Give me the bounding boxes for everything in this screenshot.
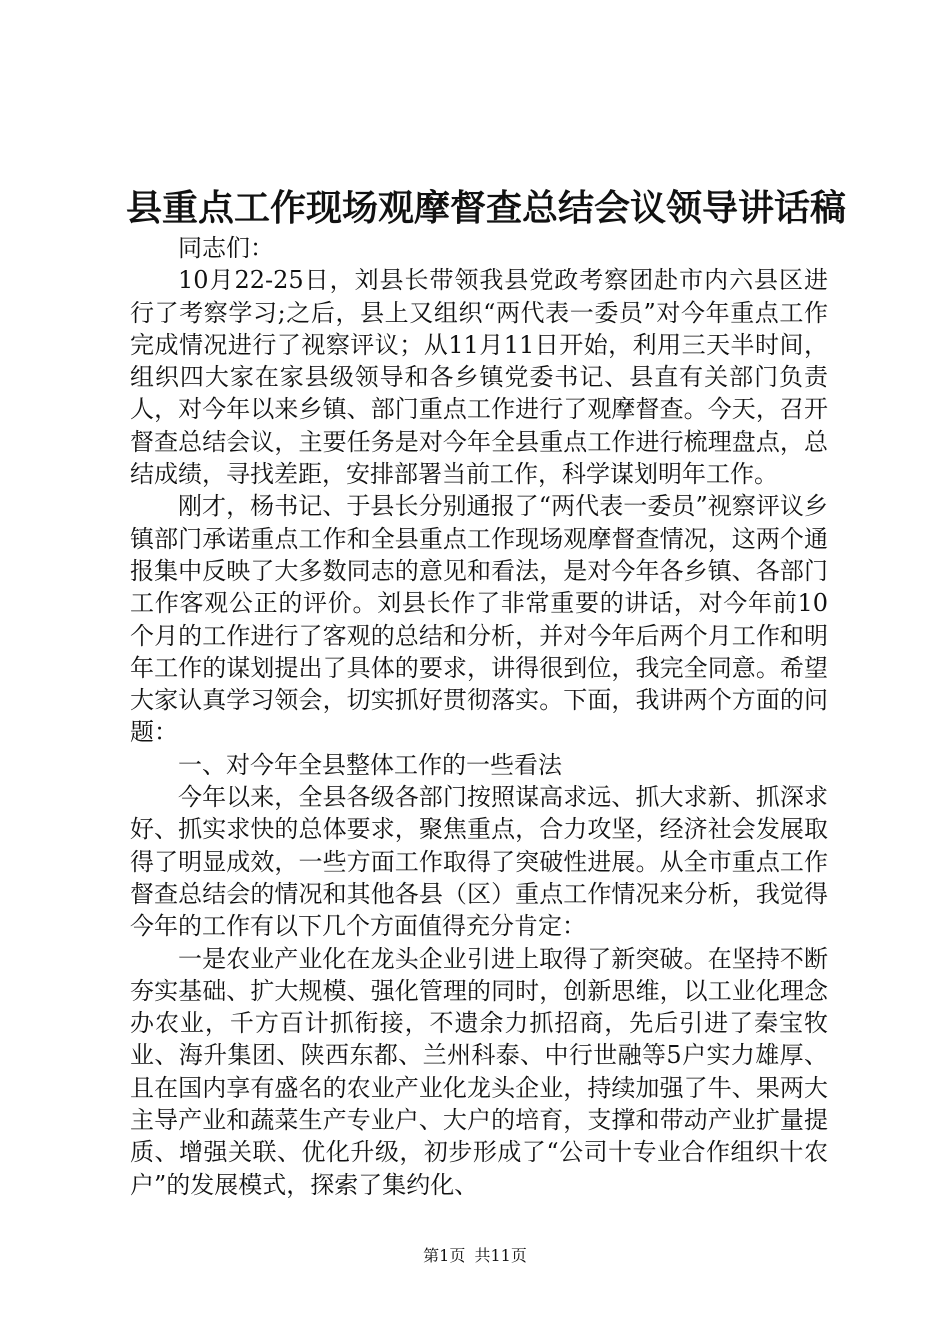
- document-title: 县重点工作现场观摩督查总结会议领导讲话稿: [126, 187, 847, 229]
- salutation: 同志们：: [178, 234, 274, 262]
- paragraph-1: 10月22-25日，刘县长带领我县党政考察团赴市内六县区进行了考察学习;之后，县上又组织“两代表一委员”对今年重点工作完成情况进行了视察评议；从11月11日开始，利用三天半时间，组织四大家在家县级领导和各乡镇党委书记、县直有关部门负责人，对今年以来乡镇、部门重点工作进行了观摩督查。今天，召开督查总结会议，主要任务是对今年全县重点工作进行梳理盘点，总结成绩，寻找差距，安排部署当前工作，科学谋划明年工作。: [130, 266, 828, 489]
- paragraph-3: 今年以来，全县各级各部门按照谋高求远、抓大求新、抓深求好、抓实求快的总体要求，聚焦重点，合力攻坚，经济社会发展取得了明显成效，一些方面工作取得了突破性进展。从全市重点工作督查总结会的情况和其他各县（区）重点工作情况来分析，我觉得今年的工作有以下几个方面值得充分肯定：: [130, 783, 828, 941]
- paragraph-4: 一是农业产业化在龙头企业引进上取得了新突破。在坚持不断夯实基础、扩大规模、强化管理的同时，创新思维，以工业化理念办农业，千方百计抓衔接，不遗余力抓招商，先后引进了秦宝牧业、海升集团、陕西东都、兰州科泰、中行世融等5户实力雄厚、且在国内享有盛名的农业产业化龙头企业，持续加强了牛、果两大主导产业和蔬菜生产专业户、大户的培育，支撑和带动产业扩量提质、增强关联、优化升级，初步形成了“公司十专业合作组织十农户”的发展模式，探索了集约化、: [130, 944, 828, 1199]
- page-footer: [0, 1246, 950, 1266]
- page-number: 第1页: [423, 1246, 466, 1265]
- page-total: 共11页: [474, 1246, 527, 1265]
- document-body: [130, 232, 828, 1201]
- section-heading-1: 一、对今年全县整体工作的一些看法: [178, 750, 562, 779]
- paragraph-2: 刚才，杨书记、于县长分别通报了“两代表一委员”视察评议乡镇部门承诺重点工作和全县重点工作现场观摩督查情况，这两个通报集中反映了大多数同志的意见和看法，是对今年各乡镇、各部门工作客观公正的评价。刘县长作了非常重要的讲话，对今年前10个月的工作进行了客观的总结和分析，并对今年后两个月工作和明年工作的谋划提出了具体的要求，讲得很到位，我完全同意。希望大家认真学习领会，切实抓好贯彻落实。下面，我讲两个方面的问题：: [130, 492, 828, 747]
